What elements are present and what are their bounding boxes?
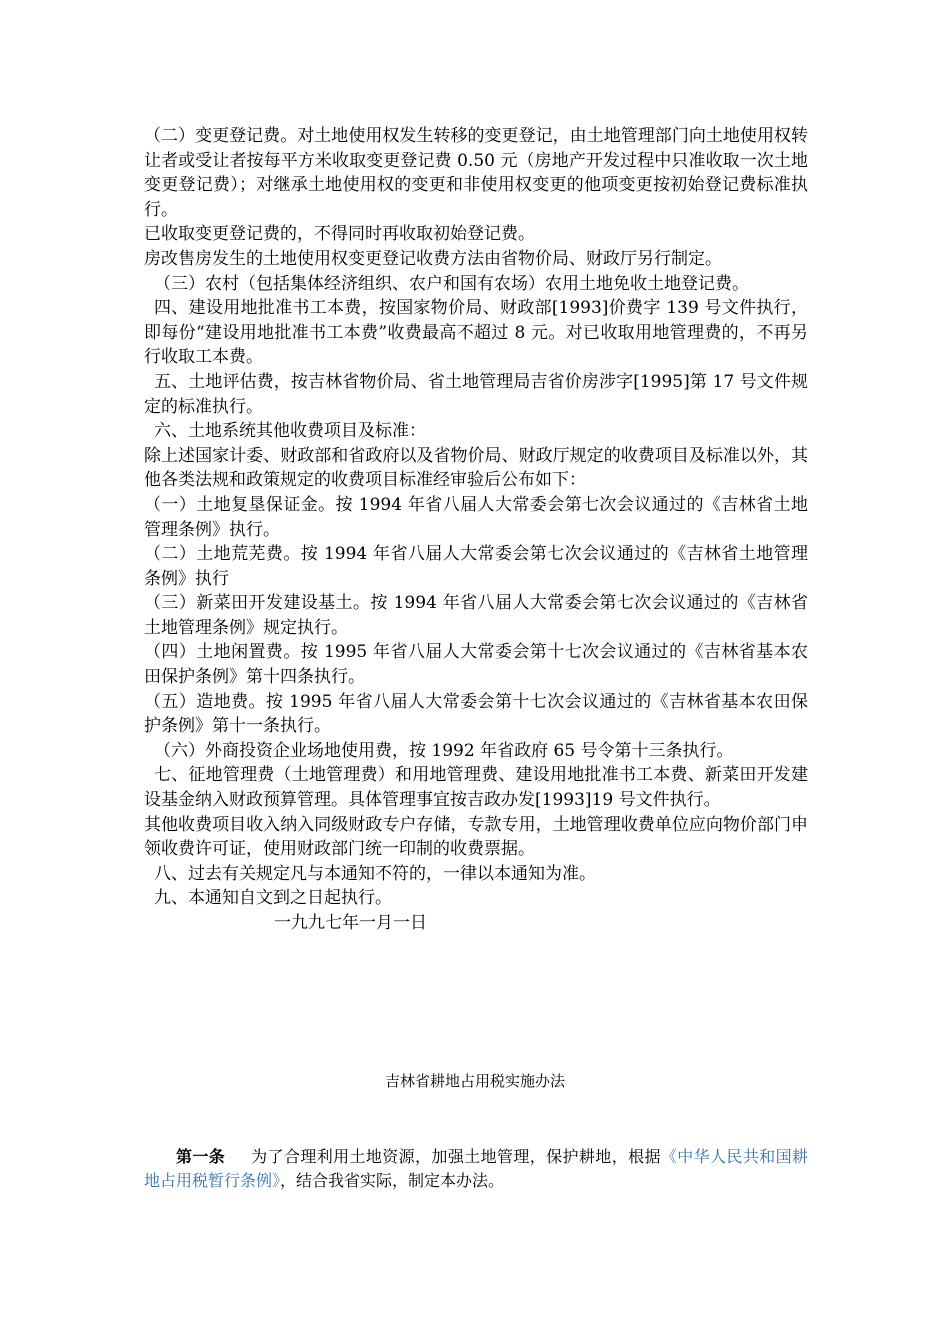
paragraph-change-registration-fee: （二）变更登记费。对土地使用权发生转移的变更登记，由土地管理部门向土地使用权转让者或受让者按每平方米收取变更登记费 0.50 元（房地产开发过程中只准收取一次土地变更登记费）；对继承土地使用权的变更和非使用权变更的他项变更按初始登记费标准执行。 — [144, 126, 808, 220]
paragraph-land-making-fee: （五）造地费。按 1995 年省八届人大常委会第十七次会议通过的《吉林省基本农田保护条例》第十一条执行。 — [144, 691, 808, 737]
paragraph-land-waste-fee: （二）土地荒芜费。按 1994 年省八届人大常委会第七次会议通过的《吉林省土地管理条例》执行 — [144, 544, 808, 589]
paragraph-item-five: 五、土地评估费，按吉林省物价局、省土地管理局吉省价房涉字[1995]第 17 号文件规定的标准执行。 — [144, 371, 808, 417]
article-one — [144, 1145, 808, 1193]
paragraph-housing-reform: 房改售房发生的土地使用权变更登记收费方法由省物价局、财政厅另行制定。 — [144, 248, 722, 269]
paragraph-item-nine: 九、本通知自文到之日起执行。 — [154, 888, 392, 909]
paragraph-foreign-enterprise-fee: （六）外商投资企业场地使用费，按 1992 年省政府 65 号令第十三条执行。 — [154, 740, 734, 761]
paragraph-rural-exemption: （三）农村（包括集体经济组织、农户和国有农场）农用土地免收土地登记费。 — [154, 273, 749, 294]
paragraph-fiscal-account: 其他收费项目收入纳入同级财政专户存储，专款专用，土地管理收费单位应向物价部门申领收费许可证，使用财政部门统一印制的收费票据。 — [144, 814, 808, 860]
paragraph-idle-land-fee: （四）土地闲置费。按 1995 年省八届人大常委会第十七次会议通过的《吉林省基本农田保护条例》第十四条执行。 — [144, 642, 808, 688]
paragraph-other-fees-intro: 除上述国家计委、财政部和省政府以及省物价局、财政厅规定的收费项目及标准以外，其他各类法规和政策规定的收费项目标准经审验后公布如下： — [144, 445, 808, 491]
document-date: 一九九七年一月一日 — [274, 913, 427, 933]
paragraph-item-seven: 七、征地管理费（土地管理费）和用地管理费、建设用地批准书工本费、新菜田开发建设基金纳入财政预算管理。具体管理事宜按吉政办发[1993]19 号文件执行。 — [144, 765, 808, 811]
regulation-link[interactable]: 《中华人民共和国耕地占用税暂行条例》 — [144, 1147, 808, 1190]
paragraph-item-six: 六、土地系统其他收费项目及标准： — [154, 421, 426, 442]
paragraph-vegetable-field-fund: （三）新菜田开发建设基土。按 1994 年省八届人大常委会第七次会议通过的《吉林省土地管理条例》规定执行。 — [144, 593, 808, 638]
paragraph-item-four: 四、建设用地批准书工本费，按国家物价局、财政部[1993]价费字 139 号文件执行，即每份“建设用地批准书工本费”收费最高不超过 8 元。对已收取用地管理费的，不再另行收取工本费。 — [144, 298, 808, 368]
notice-body — [144, 124, 808, 936]
paragraph-reclamation-deposit: （一）土地复垦保证金。按 1994 年省八届人大常委会第七次会议通过的《吉林省土地管理条例》执行。 — [144, 494, 808, 540]
article-text-before: 为了合理利用土地资源，加强土地管理，保护耕地，根据 — [251, 1147, 661, 1166]
article-label: 第一条 — [176, 1147, 226, 1166]
paragraph-no-duplicate-fee: 已收取变更登记费的，不得同时再收取初始登记费。 — [144, 224, 535, 245]
article-text-after: ，结合我省实际，制定本办法。 — [280, 1171, 505, 1190]
paragraph-item-eight: 八、过去有关规定凡与本通知不符的，一律以本通知为准。 — [154, 863, 596, 884]
section-title: 吉林省耕地占用税实施办法 — [384, 1072, 565, 1090]
